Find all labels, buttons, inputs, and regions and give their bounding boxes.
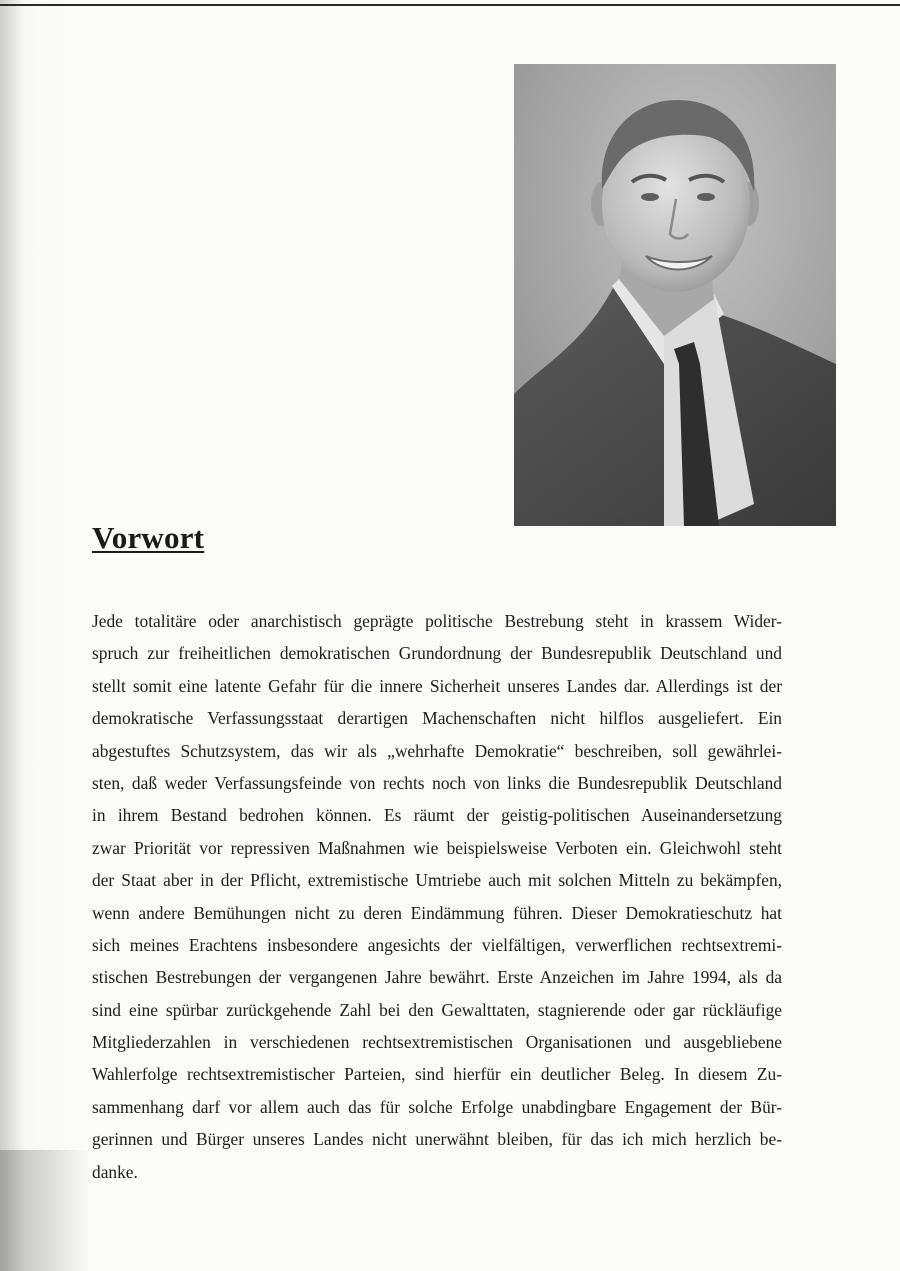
text-line: in ihrem Bestand bedrohen können. Es räumt der geistig-politischen Auseinandersetzung (92, 805, 782, 826)
text-line: sammenhang darf vor allem auch das für solche Erfolge unabdingbare Engagement der Bür- (92, 1096, 782, 1117)
text-line: der Staat aber in der Pflicht, extremistische Umtriebe auch mit solchen Mitteln zu bekämpfen, (92, 870, 782, 891)
top-rule (0, 4, 900, 6)
text-line: wenn andere Bemühungen nicht zu deren Eindämmung führen. Dieser Demokratieschutz hat (92, 902, 782, 923)
text-line: zwar Priorität vor repressiven Maßnahmen wie beispielsweise Verboten ein. Gleichwohl steht (92, 837, 782, 858)
portrait-photo (514, 64, 836, 526)
text-line: stellt somit eine latente Gefahr für die innere Sicherheit unseres Landes dar. Allerdings ist der (92, 675, 782, 696)
text-line: sten, daß weder Verfassungsfeinde von rechts noch von links die Bundesrepublik Deutschland (92, 772, 782, 793)
text-line: Mitgliederzahlen in verschiedenen rechtsextremistischen Organisationen und ausgebliebene (92, 1032, 782, 1053)
text-line: demokratische Verfassungsstaat derartigen Machenschaften nicht hilflos ausgeliefert. Ein (92, 708, 782, 729)
text-line: gerinnen und Bürger unseres Landes nicht unerwähnt bleiben, für das ich mich herzlich be- (92, 1129, 782, 1150)
text-line: sich meines Erachtens insbesondere angesichts der vielfältigen, verwerflichen rechtsextremi- (92, 934, 782, 955)
page-corner-shadow (0, 1150, 90, 1271)
text-line: Jede totalitäre oder anarchistisch geprägte politische Bestrebung steht in krassem Wider- (92, 611, 782, 631)
text-line: stischen Bestrebungen der vergangenen Jahre bewährt. Erste Anzeichen im Jahre 1994, als da (92, 967, 782, 988)
text-line: Wahlerfolge rechtsextremistischer Parteien, sind hierfür ein deutlicher Beleg. In diesem Zu- (92, 1064, 782, 1085)
text-line: sind eine spürbar zurückgehende Zahl bei den Gewalttaten, stagnierende oder gar rückläufige (92, 999, 782, 1020)
text-line: abgestuftes Schutzsystem, das wir als „wehrhafte Demokratie“ beschreiben, soll gewährlei- (92, 740, 782, 761)
page-gutter-shadow (0, 0, 70, 1271)
body-text (92, 605, 782, 1188)
text-line: danke. (92, 1161, 138, 1182)
text-line: spruch zur freiheitlichen demokratischen Grundordnung der Bundesrepublik Deutschland und (92, 643, 782, 664)
page-title: Vorwort (92, 520, 205, 555)
